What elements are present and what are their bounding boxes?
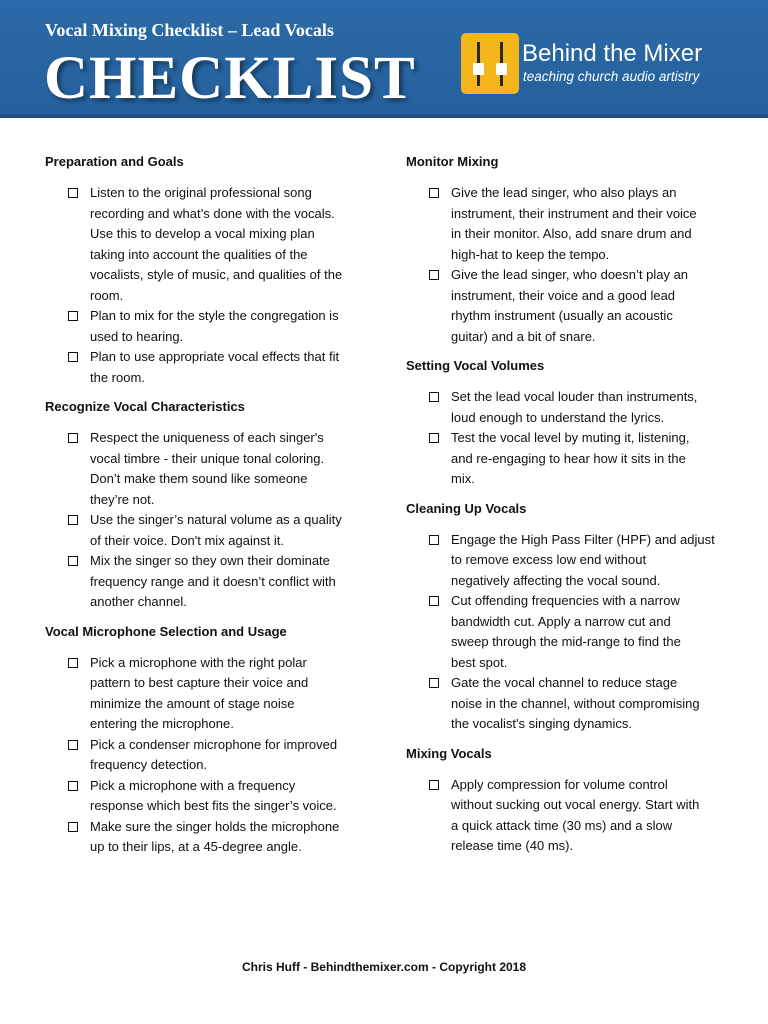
checklist-mixing-vocals — [406, 775, 736, 857]
checklist-item — [45, 551, 375, 613]
checklist-item — [45, 735, 375, 776]
checklist-item — [406, 265, 736, 347]
checklist-item-line: Make sure the singer holds the microphone — [90, 818, 340, 834]
checklist-item — [406, 530, 736, 592]
section-title-monitor-mixing: Monitor Mixing — [406, 154, 499, 169]
checklist-item-line: to remove excess low end without — [451, 552, 647, 567]
checklist-item-line: Give the lead singer, who also plays an — [451, 185, 677, 200]
section-title-cleaning-up-vocals: Cleaning Up Vocals — [406, 500, 527, 516]
footer-credit: Chris Huff - Behindthemixer.com - Copyright 2018 — [241, 960, 527, 974]
checkbox-icon[interactable] — [68, 822, 78, 832]
checkbox-icon[interactable] — [429, 270, 439, 280]
checklist-item-line: the vocalist's singing dynamics. — [451, 716, 632, 731]
checklist-item — [45, 653, 375, 735]
checkbox-icon[interactable] — [68, 433, 78, 443]
checklist-item-line: Mix the singer so they own their dominate — [90, 553, 330, 568]
checkbox-icon[interactable] — [429, 780, 439, 790]
checklist-item-line: instrument, their voice and a good lead — [451, 287, 676, 303]
checklist-item-line: noise in the channel, without compromising — [451, 695, 700, 711]
checklist-item-line: Respect the uniqueness of each singer's — [90, 430, 324, 445]
header-banner — [0, 0, 768, 118]
checkbox-icon[interactable] — [429, 433, 439, 443]
checklist-item — [406, 775, 736, 857]
checklist-item-line: Set the lead vocal louder than instruments, — [451, 389, 698, 404]
checklist-item — [406, 591, 736, 673]
checklist-setting-vocal-volumes — [406, 387, 736, 490]
checklist-item-line: sweep through the mid-range to find the — [451, 634, 681, 649]
right-column — [406, 152, 736, 866]
checklist-item — [45, 306, 375, 347]
checklist-item-line: rhythm instrument (usually an acoustic — [451, 308, 673, 323]
checklist-item-line: used to hearing. — [90, 328, 184, 344]
checklist-item — [406, 673, 736, 735]
checklist-item-line: recording and what’s done with the vocals. — [90, 205, 335, 221]
checklist-item-line: Apply compression for volume control — [451, 776, 668, 792]
checklist-item-line: and re-engaging to hear how it sits in the — [451, 450, 686, 466]
checklist-item-line: minimize the amount of stage noise — [90, 695, 295, 711]
checklist-item — [45, 776, 375, 817]
mixer-fader-logo-icon — [461, 33, 519, 94]
checklist-item-line: Use this to develop a vocal mixing plan — [90, 226, 315, 241]
checklist-item-line: Use the singer’s natural volume as a quality — [90, 512, 342, 527]
checklist-item — [45, 817, 375, 858]
checklist-item-line: in their monitor. Also, add snare drum and — [451, 226, 692, 241]
checklist-item-line: Don’t make them sound like someone — [90, 471, 308, 486]
checkbox-icon[interactable] — [68, 311, 78, 321]
checklist-preparation-and-goals — [45, 183, 375, 388]
checklist-item — [406, 387, 736, 428]
checklist-item-line: bandwidth cut. Apply a narrow cut and — [451, 613, 671, 629]
checklist-item-line: response which best fits the singer’s voice. — [90, 798, 337, 813]
checklist-item-line: entering the microphone. — [90, 716, 234, 731]
checklist-item — [406, 428, 736, 490]
checklist-item-line: best spot. — [451, 654, 508, 670]
checklist-item-line: instrument, their instrument and their voice — [451, 205, 697, 221]
checklist-item-line: vocalists, style of music, and qualities of the — [90, 267, 343, 282]
checklist-item-line: guitar) and a bit of snare. — [451, 328, 596, 344]
checklist-item-line: Plan to use appropriate vocal effects that fit — [90, 349, 340, 364]
checklist-monitor-mixing — [406, 183, 736, 347]
checklist-item-line: up to their lips, at a 45-degree angle. — [90, 839, 302, 854]
checklist-item-line: high-hat to keep the tempo. — [451, 246, 610, 262]
brand-tagline: teaching church audio artistry — [523, 69, 700, 84]
checklist-item — [45, 183, 375, 306]
checkbox-icon[interactable] — [68, 515, 78, 525]
document-subtitle: Vocal Mixing Checklist – Lead Vocals — [45, 20, 334, 40]
section-title-preparation-and-goals: Preparation and Goals — [45, 154, 184, 169]
checklist-vocal-microphone-selection-and-usage — [45, 653, 375, 858]
checklist-item-line: Plan to mix for the style the congregation is — [90, 308, 339, 323]
checklist-item-line: a quick attack time (30 ms) and a slow — [451, 817, 673, 833]
checklist-item — [45, 510, 375, 551]
checkbox-icon[interactable] — [429, 392, 439, 402]
checklist-item-line: the room. — [90, 369, 145, 385]
checkbox-icon[interactable] — [68, 188, 78, 198]
checklist-item-line: Pick a condenser microphone for improved — [90, 736, 338, 752]
section-title-recognize-vocal-characteristics: Recognize Vocal Characteristics — [45, 399, 245, 414]
checklist-item-line: frequency range and it doesn’t conflict with — [90, 573, 336, 589]
checklist-item-line: Engage the High Pass Filter (HPF) and adjust — [451, 531, 715, 547]
checklist-item-line: without sucking out vocal energy. Start with — [451, 797, 700, 812]
document-title: CHECKLIST — [44, 45, 416, 112]
section-title-mixing-vocals: Mixing Vocals — [406, 745, 492, 761]
left-column — [45, 152, 375, 867]
checklist-item — [45, 347, 375, 388]
checklist-item-line: they’re not. — [90, 491, 155, 507]
checklist-cleaning-up-vocals — [406, 530, 736, 735]
checklist-recognize-vocal-characteristics — [45, 428, 375, 613]
checklist-item-line: mix. — [451, 471, 475, 486]
checkbox-icon[interactable] — [429, 596, 439, 606]
checklist-item-line: loud enough to understand the lyrics. — [451, 409, 665, 425]
checkbox-icon[interactable] — [68, 352, 78, 362]
checklist-item-line: Cut offending frequencies with a narrow — [451, 593, 680, 608]
checklist-item-line: taking into account the qualities of the — [90, 246, 308, 262]
checkbox-icon[interactable] — [429, 678, 439, 688]
checkbox-icon[interactable] — [68, 556, 78, 566]
checklist-item-line: Give the lead singer, who doesn’t play an — [451, 267, 689, 282]
checklist-item-line: negatively affecting the vocal sound. — [451, 572, 661, 588]
checklist-item-line: vocal timbre - their unique tonal coloring. — [90, 450, 325, 466]
checklist-item — [45, 428, 375, 510]
checkbox-icon[interactable] — [429, 535, 439, 545]
checklist-item-line: pattern to best capture their voice and — [90, 675, 309, 690]
checklist-item-line: Pick a microphone with a frequency — [90, 777, 296, 793]
checklist-item-line: room. — [90, 287, 124, 303]
checkbox-icon[interactable] — [68, 781, 78, 791]
section-title-vocal-microphone-selection-and-usage: Vocal Microphone Selection and Usage — [45, 623, 287, 639]
checkbox-icon[interactable] — [68, 658, 78, 668]
checklist-item-line: Test the vocal level by muting it, listening, — [451, 430, 690, 445]
checklist-item-line: Gate the vocal channel to reduce stage — [451, 675, 678, 690]
checkbox-icon[interactable] — [68, 740, 78, 750]
brand-name: Behind the Mixer — [522, 40, 703, 67]
section-title-setting-vocal-volumes: Setting Vocal Volumes — [406, 358, 545, 373]
checklist-item-line: Listen to the original professional song — [90, 185, 312, 200]
checklist-item — [406, 183, 736, 265]
checklist-item-line: Pick a microphone with the right polar — [90, 654, 307, 670]
checklist-item-line: another channel. — [90, 594, 187, 609]
checklist-item-line: frequency detection. — [90, 757, 208, 772]
checklist-item-line: release time (40 ms). — [451, 838, 574, 853]
checklist-item-line: of their voice. Don't mix against it. — [90, 532, 284, 548]
checkbox-icon[interactable] — [429, 188, 439, 198]
